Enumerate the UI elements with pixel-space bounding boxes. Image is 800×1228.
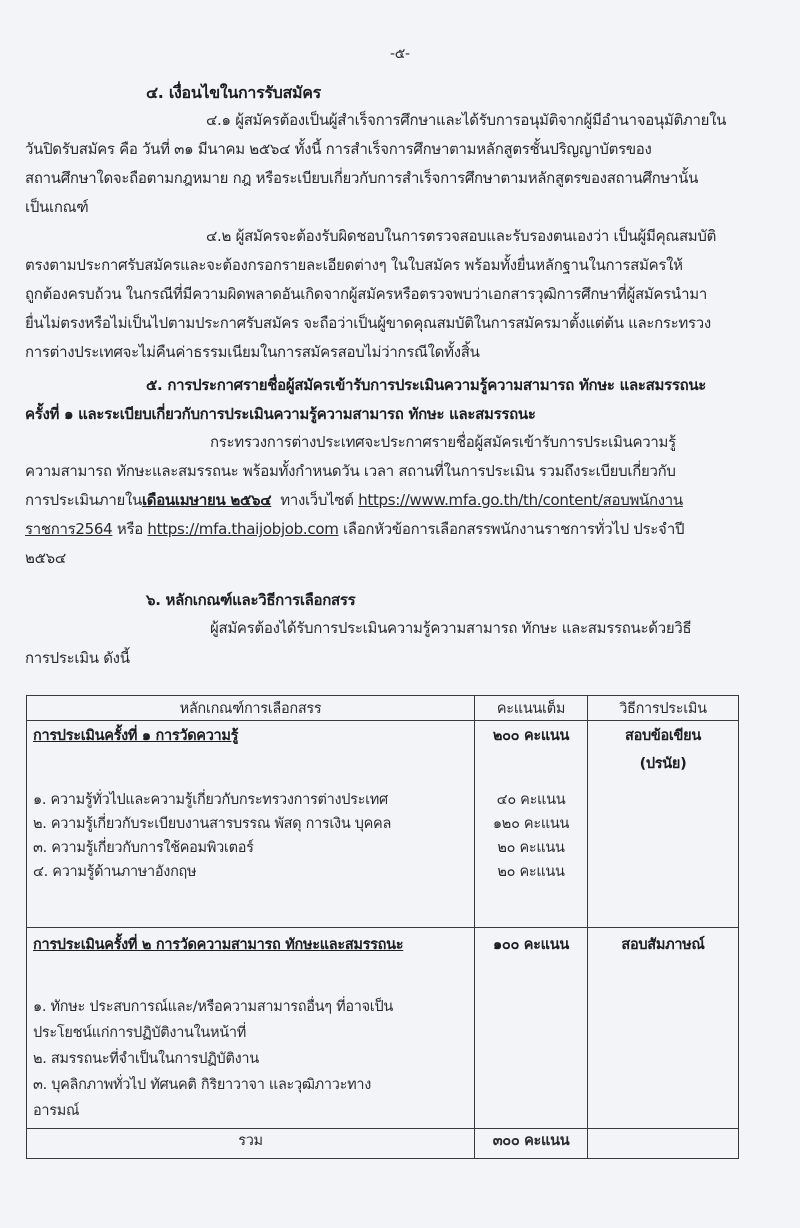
list-item: อารมณ์	[33, 1103, 80, 1119]
list-item: ๓. ความรู้เกี่ยวกับการใช้คอมพิวเตอร์	[33, 840, 254, 856]
section-5-heading-line1: ๕. การประกาศรายชื่อผู้สมัครเข้ารับการประเมินความรู้ความสามารถ ทักษะ และสมรรถนะ	[146, 376, 707, 394]
list-item: ๓. บุคลิกภาพทั่วไป ทัศนคติ กิริยาวาจา และวุฒิภาวะทาง	[33, 1077, 371, 1093]
section-6-body-line: การประเมิน ดังนี้	[25, 649, 130, 667]
section-6-body-line: ผู้สมัครต้องได้รับการประเมินความรู้ความสามารถ ทักษะ และสมรรถนะด้วยวิธี	[210, 619, 692, 637]
header-criteria: หลักเกณฑ์การเลือกสรร	[27, 696, 475, 721]
section-5-body-mid: ทางเว็บไซต์	[271, 491, 359, 509]
table-header-row	[27, 696, 739, 721]
section-4-1-line: วันปิดรับสมัคร คือ วันที่ ๓๑ มีนาคม ๒๕๖๔ ทั้งนี้ การสำเร็จการศึกษาตามหลักสูตรชั้นปริญญาบัตรของ	[25, 140, 652, 158]
or-text: หรือ	[112, 520, 148, 538]
total-score: ๓๐๐ คะแนน	[475, 1129, 588, 1159]
score-cell	[475, 928, 588, 1129]
section-5-body-suffix: เลือกหัวข้อการเลือกสรรพนักงานราชการทั่วไป ประจำปี	[338, 520, 685, 538]
table-row	[27, 721, 739, 928]
section-4-2-line: ตรงตามประกาศรับสมัครและจะต้องกรอกรายละเอียดต่างๆ ในใบสมัคร พร้อมทั้งยื่นหลักฐานในการสมัครให้	[25, 256, 683, 274]
assessment-1-score: ๒๐๐ คะแนน	[492, 728, 570, 744]
section-5-body-line3	[25, 490, 683, 510]
section-5-body-line: กระทรวงการต่างประเทศจะประกาศรายชื่อผู้สมัครเข้ารับการประเมินความรู้	[210, 433, 676, 451]
section-4-2-line: การต่างประเทศจะไม่คืนค่าธรรมเนียมในการสมัครสอบไม่ว่ากรณีใดทั้งสิ้น	[25, 343, 480, 361]
list-item: ๒. สมรรถนะที่จำเป็นในการปฏิบัติงาน	[33, 1051, 259, 1067]
list-item: ๔. ความรู้ด้านภาษาอังกฤษ	[33, 864, 197, 880]
section-5-body-line: ความสามารถ ทักษะและสมรรถนะ พร้อมทั้งกำหนดวัน เวลา สถานที่ในการประเมิน รวมถึงระเบียบเกี่ยวกับ	[25, 462, 676, 480]
mfa-website-link-cont[interactable]: ราชการ2564	[25, 520, 113, 538]
list-item: ๑. ทักษะ ประสบการณ์และ/หรือความสามารถอื่นๆ ที่อาจเป็น	[33, 999, 393, 1015]
mfa-website-link[interactable]: https://www.mfa.go.th/th/content/สอบพนักงาน	[358, 491, 683, 509]
list-item: ๑. ความรู้ทั่วไปและความรู้เกี่ยวกับกระทรวงการต่างประเทศ	[33, 792, 388, 808]
total-method-empty	[588, 1129, 739, 1159]
item-score: ๑๒๐ คะแนน	[492, 816, 570, 832]
score-cell	[475, 721, 588, 928]
total-label: รวม	[27, 1129, 475, 1159]
section-5-body-line4	[25, 519, 684, 539]
list-item: ประโยชน์แก่การปฏิบัติงานในหน้าที่	[33, 1025, 247, 1041]
page-number: -๕-	[390, 46, 410, 62]
assessment-2-method: สอบสัมภาษณ์	[621, 937, 705, 953]
criteria-cell	[27, 928, 475, 1129]
section-4-2-line: ๔.๒ ผู้สมัครจะต้องรับผิดชอบในการตรวจสอบและรับรองตนเองว่า เป็นผู้มีคุณสมบัติ	[206, 227, 717, 245]
header-full-score: คะแนนเต็ม	[475, 696, 588, 721]
section-5-body-line: ๒๕๖๔	[25, 549, 66, 567]
assessment-2-score: ๑๐๐ คะแนน	[493, 937, 569, 953]
criteria-cell	[27, 721, 475, 928]
assessment-1-method: สอบข้อเขียน	[625, 728, 701, 744]
section-4-1-line: ๔.๑ ผู้สมัครต้องเป็นผู้สำเร็จการศึกษาและได้รับการอนุมัติจากผู้มีอำนาจอนุมัติภายใน	[206, 111, 727, 129]
section-4-2-line: ยื่นไม่ตรงหรือไม่เป็นไปตามประกาศรับสมัคร จะถือว่าเป็นผู้ขาดคุณสมบัติในการสมัครมาตั้งแต่ต้น และกระทรวง	[25, 314, 711, 332]
list-item: ๒. ความรู้เกี่ยวกับระเบียบงานสารบรรณ พัสดุ การเงิน บุคคล	[33, 816, 392, 832]
table-row	[27, 928, 739, 1129]
announcement-date: เดือนเมษายน ๒๕๖๔	[141, 491, 272, 509]
section-4-2-line: ถูกต้องครบถ้วน ในกรณีที่มีความผิดพลาดอันเกิดจากผู้สมัครหรือตรวจพบว่าเอกสารวุฒิการศึกษาที่ผู้สมัครนำมา	[25, 285, 707, 303]
header-method: วิธีการประเมิน	[588, 696, 739, 721]
method-cell	[588, 721, 739, 928]
item-score: ๔๐ คะแนน	[496, 792, 566, 808]
selection-criteria-table	[26, 695, 739, 1159]
table-total-row	[27, 1129, 739, 1159]
section-4-heading: ๔. เงื่อนไขในการรับสมัคร	[146, 83, 321, 102]
section-4-1-line: เป็นเกณฑ์	[25, 198, 89, 216]
section-5-heading-line2: ครั้งที่ ๑ และระเบียบเกี่ยวกับการประเมินความรู้ความสามารถ ทักษะ และสมรรถนะ	[25, 405, 536, 423]
thaijobjob-link[interactable]: https://mfa.thaijobjob.com	[147, 520, 339, 538]
assessment-1-title: การประเมินครั้งที่ ๑ การวัดความรู้	[33, 728, 239, 744]
item-score: ๒๐ คะแนน	[497, 840, 565, 856]
assessment-2-title: การประเมินครั้งที่ ๒ การวัดความสามารถ ทักษะและสมรรถนะ	[33, 937, 404, 953]
section-5-body-prefix: การประเมินภายใน	[25, 491, 142, 509]
assessment-1-method-sub: (ปรนัย)	[639, 756, 687, 772]
section-6-heading: ๖. หลักเกณฑ์และวิธีการเลือกสรร	[146, 591, 356, 609]
method-cell	[588, 928, 739, 1129]
item-score: ๒๐ คะแนน	[497, 864, 565, 880]
section-4-1-line: สถานศึกษาใดจะถือตามกฎหมาย กฎ หรือระเบียบเกี่ยวกับการสำเร็จการศึกษาตามหลักสูตรของสถานศึกษานั้น	[25, 169, 699, 187]
